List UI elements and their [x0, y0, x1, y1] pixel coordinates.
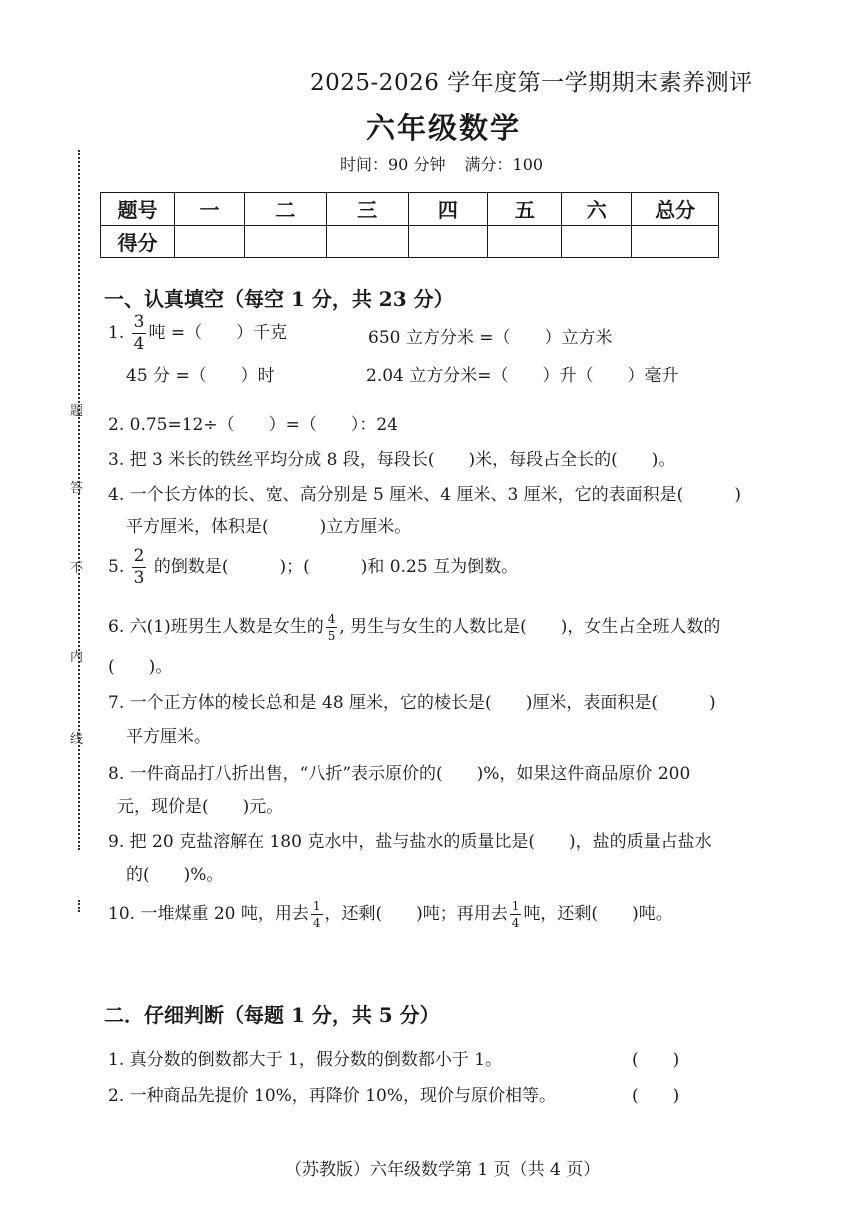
score-blank-cell[interactable] — [326, 225, 408, 258]
section-2-title: 二．仔细判断（每题 1 分，共 5 分） — [104, 1003, 440, 1027]
judgement-question-2: 2. 一种商品先提价 10%，再降价 10%，现价与原价相等。 — [108, 1086, 557, 1106]
exam-full-score: 满分：100 — [464, 155, 544, 174]
question-text: 的倒数是( )；( )和 0.25 互为倒数。 — [153, 557, 519, 577]
question-4-line-2: 平方厘米，体积是( )立方厘米。 — [126, 517, 412, 537]
judgement-question-1: 1. 真分数的倒数都大于 1，假分数的倒数都小于 1。 — [108, 1050, 503, 1070]
fraction-denominator: 3 — [133, 568, 145, 588]
binding-margin-char: 不 — [70, 561, 84, 576]
exam-meta — [340, 152, 557, 175]
fraction-denominator: 4 — [133, 334, 145, 354]
judgement-answer-blank[interactable]: ( ) — [632, 1050, 680, 1070]
score-table-cell: 题号 — [101, 193, 175, 226]
score-blank-cell[interactable] — [488, 225, 562, 258]
fraction-numerator: 4 — [327, 612, 336, 626]
score-blank-cell[interactable] — [244, 225, 326, 258]
fraction — [311, 900, 323, 929]
question-text: ，还剩( )吨；再用去 — [324, 904, 508, 924]
fraction-numerator: 2 — [133, 546, 145, 566]
question-6-line-1 — [108, 612, 720, 642]
question-1-line-1 — [108, 314, 287, 353]
question-4-line-1: 4. 一个长方体的长、宽、高分别是 5 厘米、4 厘米、3 厘米，它的表面积是( ) — [108, 485, 741, 505]
question-7-line-1: 7. 一个正方体的棱长总和是 48 厘米，它的棱长是( )厘米，表面积是( ) — [108, 693, 716, 713]
exam-header-line: 2025-2026 学年度第一学期期末素养测评 — [310, 70, 753, 96]
judgement-answer-blank[interactable]: ( ) — [632, 1086, 680, 1106]
score-table-cell: 总分 — [632, 193, 719, 226]
fraction — [132, 314, 147, 353]
score-table-cell: 四 — [408, 193, 488, 226]
question-5 — [108, 548, 518, 587]
question-text: 10. 一堆煤重 20 吨，用去 — [108, 904, 309, 924]
score-blank-cell[interactable] — [562, 225, 632, 258]
score-table — [100, 192, 719, 258]
score-table-cell: 二 — [244, 193, 326, 226]
question-9-line-1: 9. 把 20 克盐溶解在 180 克水中，盐与盐水的质量比是( )，盐的质量占盐水 — [108, 832, 712, 852]
question-6-line-2: ( )。 — [108, 657, 173, 677]
page-footer: （苏教版）六年级数学第 1 页（共 4 页） — [285, 1160, 601, 1180]
question-1-part-d: 2.04 立方分米=（ ）升（ ）毫升 — [366, 366, 679, 386]
fraction-numerator: 3 — [133, 312, 145, 332]
score-table-cell: 六 — [562, 193, 632, 226]
fraction — [510, 900, 522, 929]
score-table-cell: 一 — [174, 193, 244, 226]
question-number: 1. — [108, 323, 125, 343]
question-2: 2. 0.75=12÷（ ）=（ ）：24 — [108, 415, 398, 435]
score-blank-cell[interactable] — [408, 225, 488, 258]
fraction-denominator: 4 — [511, 916, 520, 930]
question-8-line-1: 8. 一件商品打八折出售，“八折”表示原价的( )%，如果这件商品原价 200 — [108, 764, 691, 784]
question-9-line-2: 的( )%。 — [126, 865, 224, 885]
binding-margin-char: 线 — [70, 732, 84, 747]
question-number: 5. — [108, 557, 125, 577]
fraction — [132, 548, 147, 587]
question-8-line-2: 元，现价是( )元。 — [117, 797, 284, 817]
question-text: 吨，还剩( )吨。 — [523, 904, 673, 924]
fraction-numerator: 1 — [312, 899, 321, 913]
question-text: 6. 六(1)班男生人数是女生的 — [108, 617, 324, 637]
exam-time: 时间：90 分钟 — [340, 155, 446, 174]
binding-margin-char: 内 — [70, 650, 84, 665]
score-table-cell: 五 — [488, 193, 562, 226]
fraction-denominator: 5 — [327, 629, 336, 643]
score-table-cell: 三 — [326, 193, 408, 226]
question-10 — [108, 899, 673, 929]
question-1-part-c: 45 分 =（ ）时 — [126, 366, 275, 386]
question-3: 3. 把 3 米长的铁丝平均分成 8 段，每段长( )米，每段占全长的( )。 — [108, 450, 676, 470]
question-text: 吨 =（ ）千克 — [148, 323, 288, 343]
score-blank-cell[interactable] — [632, 225, 719, 258]
question-1-part-b: 650 立方分米 =（ ）立方米 — [368, 328, 613, 348]
question-text: , 男生与女生的人数比是( )，女生占全班人数的 — [339, 617, 721, 637]
binding-margin-line — [78, 900, 80, 912]
binding-margin-char: 答 — [70, 481, 84, 496]
page-title: 六年级数学 — [366, 111, 522, 145]
fraction-numerator: 1 — [511, 899, 520, 913]
binding-margin-char: 题 — [70, 404, 84, 419]
section-1-title: 一、认真填空（每空 1 分，共 23 分） — [104, 287, 454, 311]
fraction — [326, 613, 338, 642]
question-7-line-2: 平方厘米。 — [126, 727, 211, 747]
score-table-header-row — [101, 193, 719, 226]
score-blank-cell[interactable] — [174, 225, 244, 258]
score-table-score-row — [101, 225, 719, 258]
fraction-denominator: 4 — [312, 916, 321, 930]
score-table-cell: 得分 — [101, 225, 175, 258]
